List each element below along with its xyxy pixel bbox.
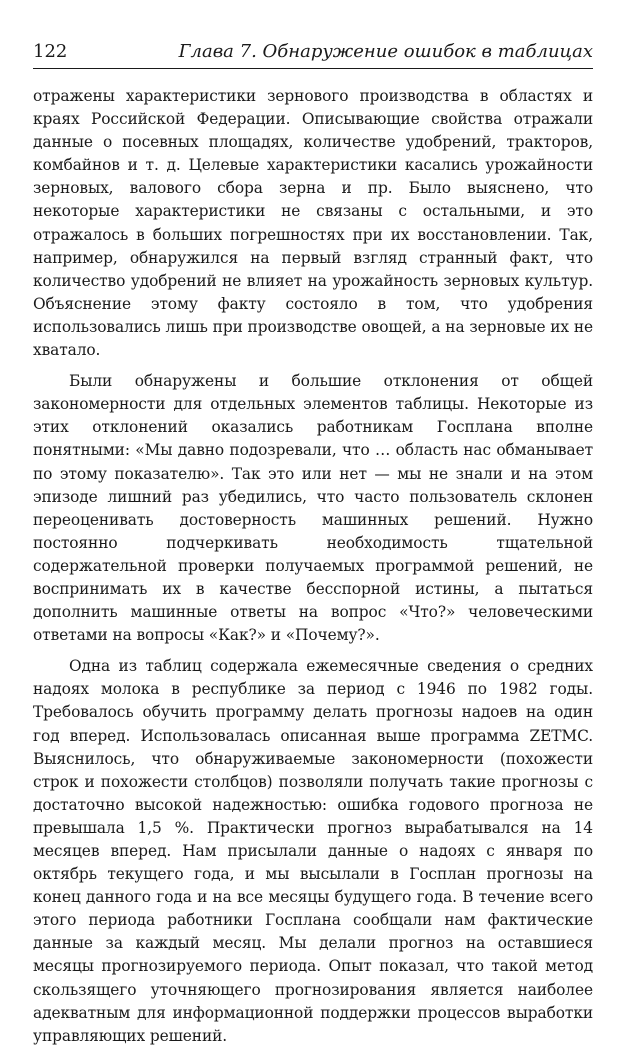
running-head: [33, 40, 593, 69]
book-page: [33, 40, 593, 1048]
page-number: 122: [33, 41, 68, 62]
paragraph-1: отражены характеристики зернового производства в областях и краях Российской Федерации. Описывающие свойства отражали данные о посевных площадях, количестве удобрений, тракторов, комбайнов и т. д. Целевые характеристики касались урожайности зерновых, валового сбора зерна и пр. Было выяснено, что некоторые характеристики не связаны с остальными, и это отражалось в больших погрешностях при их восстановлении. Так, например, обнаружился на первый взгляд странный факт, что количество удобрений не влияет на урожайность зерновых культур. Объяснение этому факту состояло в том, что удобрения использовались лишь при производстве овощей, а на зерновые их не хватало.: [33, 87, 593, 360]
paragraph-3: Одна из таблиц содержала ежемесячные сведения о средних надоях молока в республике за период с 1946 по 1982 годы. Требовалось обучить программу делать прогнозы надоев на один год вперед. Использовалась описанная выше программа ZETMC. Выяснилось, что обнаруживаемые закономерности (похожести строк и похожести столбцов) позволяли получать такие прогнозы с достаточно высокой надежностью: ошибка годового прогноза не превышала 1,5 %. Практически прогноз вырабатывался на 14 месяцев вперед. Нам присылали данные о надоях с января по октябрь текущего года, и мы высылали в Госплан прогнозы на конец данного года и на все месяцы будущего года. В течение всего этого периода работники Госплана сообщали нам фактические данные за каждый месяц. Мы делали прогноз на оставшиеся месяцы прогнозируемого периода. Опыт показал, что такой метод скользящего уточняющего прогнозирования является наиболее адекватным для информационной поддержки процессов выработки управляющих решений.: [33, 657, 593, 1045]
paragraph-2: Были обнаружены и большие отклонения от общей закономерности для отдельных элементов таблицы. Некоторые из этих отклонений оказались работникам Госплана вполне понятными: «Мы давно подозревали, что … область нас обманывает по этому показателю». Так это или нет — мы не знали и на этом эпизоде лишний раз убедились, что часто пользователь склонен переоценивать достоверность машинных решений. Нужно постоянно подчеркивать необходимость тщательной содержательной проверки получаемых программой решений, не воспринимать их в качестве бесспорной истины, а пытаться дополнить машинные ответы на вопрос «Что?» человеческими ответами на вопросы «Как?» и «Почему?».: [33, 372, 593, 645]
body-text: [33, 85, 593, 1048]
chapter-title: Глава 7. Обнаружение ошибок в таблицах: [178, 41, 593, 62]
